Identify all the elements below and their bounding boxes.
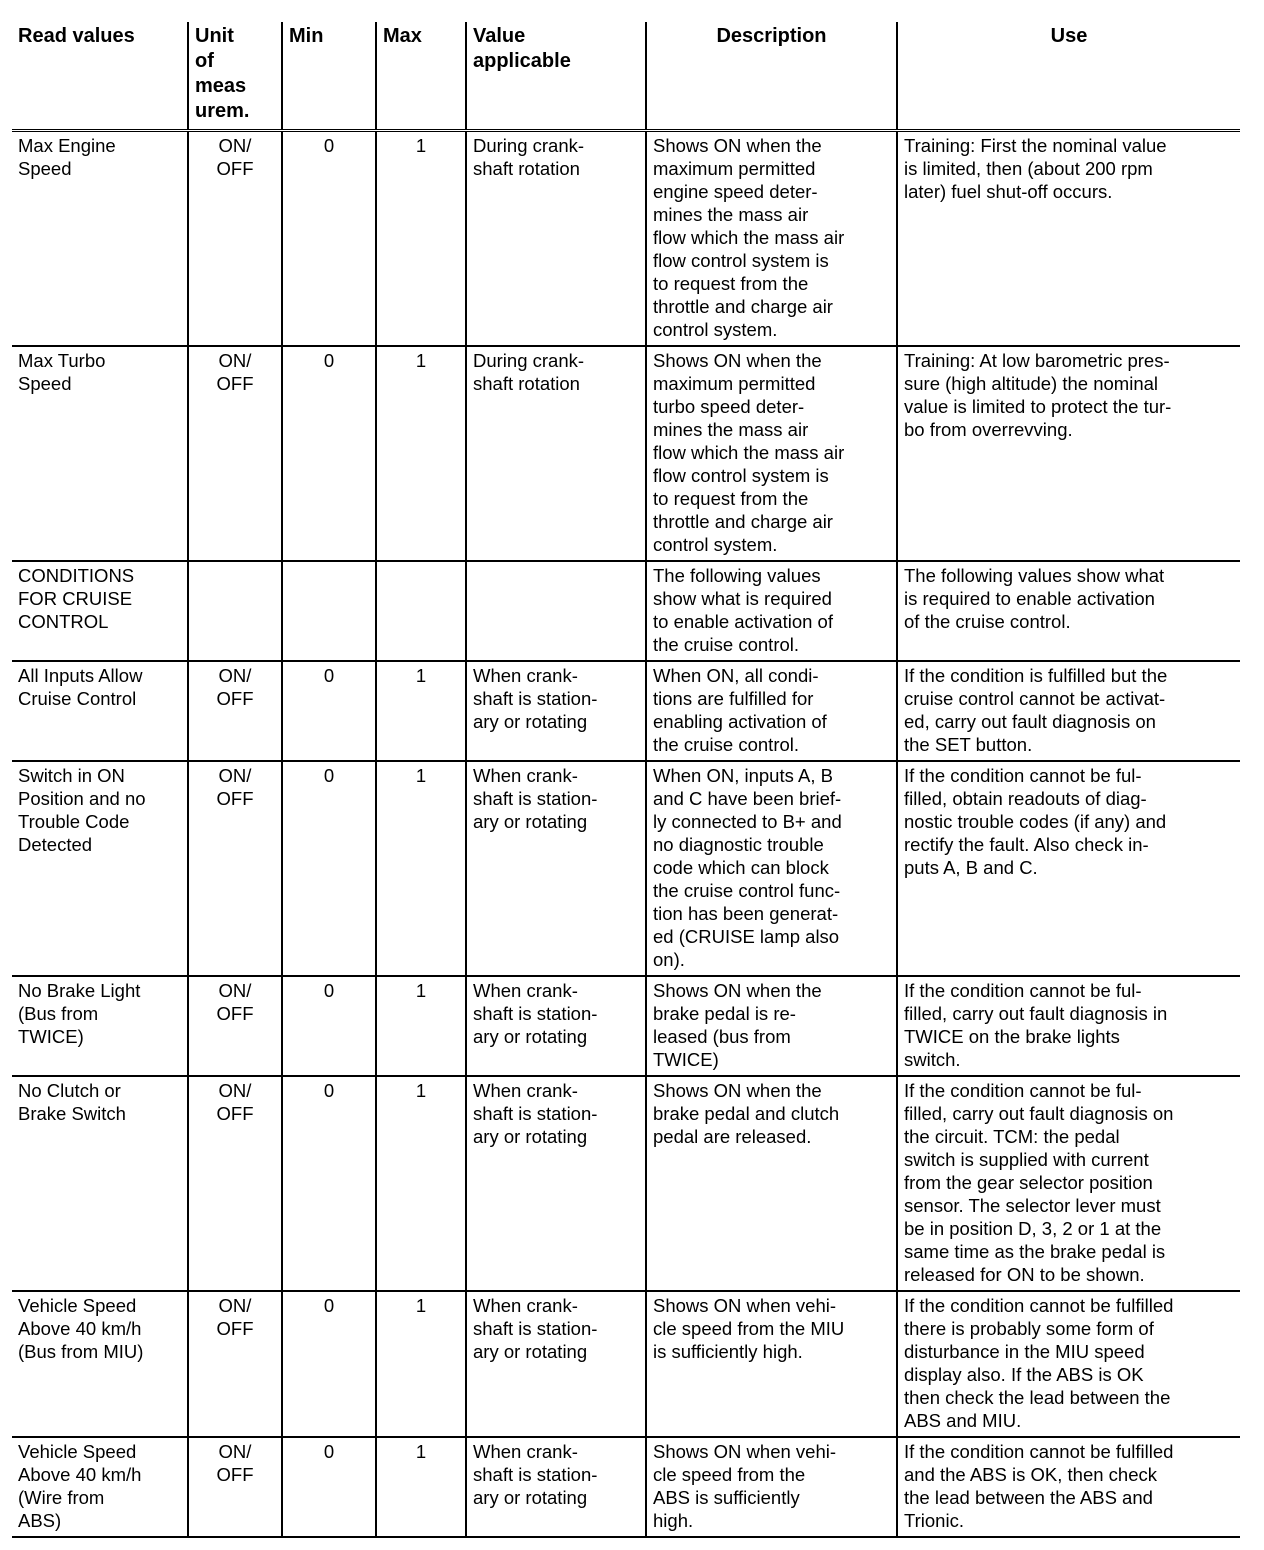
- max-cell: 1: [376, 1437, 466, 1537]
- description-cell: Shows ON when the maximum permitted turbo speed deter- mines the mass air flow which the mass air flow control system is to request from the throttle and charge air control system.: [646, 346, 897, 561]
- read-value-cell: Vehicle Speed Above 40 km/h (Bus from MIU): [18, 1294, 144, 1362]
- use-cell: If the condition cannot be ful- filled, carry out fault diagnosis in TWICE on the brake lights switch.: [897, 976, 1240, 1076]
- table-row: [12, 1291, 1240, 1437]
- unit-cell: ON/ OFF: [188, 1076, 282, 1291]
- unit-cell: [188, 561, 282, 661]
- description-cell: When ON, inputs A, B and C have been brief- ly connected to B+ and no diagnostic trouble code which can block the cruise control func- tion has been generat- ed (CRUISE lamp also on).: [646, 761, 897, 976]
- value-applicable-cell: When crank- shaft is station- ary or rotating: [466, 1076, 646, 1291]
- use-cell: The following values show what is required to enable activation of the cruise control.: [897, 561, 1240, 661]
- header-use: Use: [897, 22, 1240, 130]
- max-cell: 1: [376, 761, 466, 976]
- table-row: [12, 761, 1240, 976]
- use-cell: If the condition is fulfilled but the cruise control cannot be activat- ed, carry out fault diagnosis on the SET button.: [897, 661, 1240, 761]
- value-applicable-cell: When crank- shaft is station- ary or rotating: [466, 761, 646, 976]
- description-cell: When ON, all condi- tions are fulfilled for enabling activation of the cruise control.: [646, 661, 897, 761]
- value-applicable-cell: When crank- shaft is station- ary or rotating: [466, 661, 646, 761]
- unit-cell: ON/ OFF: [188, 1291, 282, 1437]
- table-row: [12, 561, 1240, 661]
- max-cell: [376, 561, 466, 661]
- description-cell: Shows ON when the maximum permitted engine speed deter- mines the mass air flow which the mass air flow control system is to request from the throttle and charge air control system.: [646, 130, 897, 346]
- value-applicable-cell: When crank- shaft is station- ary or rotating: [466, 976, 646, 1076]
- max-cell: 1: [376, 346, 466, 561]
- read-value-cell: No Brake Light (Bus from TWICE): [18, 979, 141, 1047]
- min-cell: 0: [282, 661, 376, 761]
- min-cell: 0: [282, 130, 376, 346]
- header-read-values: Read values: [18, 25, 135, 47]
- read-value-cell: No Clutch or Brake Switch: [18, 1079, 126, 1124]
- max-cell: 1: [376, 1291, 466, 1437]
- table-row: [12, 976, 1240, 1076]
- header-row: [12, 22, 1240, 130]
- read-value-cell: Max Turbo Speed: [18, 349, 106, 394]
- table-row: [12, 346, 1240, 561]
- header-value-applicable: Value applicable: [466, 22, 646, 130]
- max-cell: 1: [376, 976, 466, 1076]
- read-value-cell: Max Engine Speed: [18, 134, 116, 179]
- use-cell: If the condition cannot be fulfilled and the ABS is OK, then check the lead between the ABS and Trionic.: [897, 1437, 1240, 1537]
- min-cell: 0: [282, 1076, 376, 1291]
- description-cell: Shows ON when vehi- cle speed from the MIU is sufficiently high.: [646, 1291, 897, 1437]
- min-cell: [282, 561, 376, 661]
- description-cell: Shows ON when the brake pedal is re- leased (bus from TWICE): [646, 976, 897, 1076]
- value-applicable-cell: [466, 561, 646, 661]
- header-description: Description: [646, 22, 897, 130]
- unit-cell: ON/ OFF: [188, 1437, 282, 1537]
- table-row: [12, 1437, 1240, 1537]
- read-values-table: [12, 22, 1240, 1538]
- header-min: Min: [282, 22, 376, 130]
- unit-cell: ON/ OFF: [188, 976, 282, 1076]
- unit-cell: ON/ OFF: [188, 130, 282, 346]
- min-cell: 0: [282, 1291, 376, 1437]
- description-cell: Shows ON when the brake pedal and clutch pedal are released.: [646, 1076, 897, 1291]
- value-applicable-cell: During crank- shaft rotation: [466, 346, 646, 561]
- use-cell: Training: First the nominal value is limited, then (about 200 rpm later) fuel shut-off occurs.: [897, 130, 1240, 346]
- table-row: [12, 1076, 1240, 1291]
- read-value-cell: Vehicle Speed Above 40 km/h (Wire from ABS): [18, 1440, 142, 1531]
- value-applicable-cell: When crank- shaft is station- ary or rotating: [466, 1437, 646, 1537]
- use-cell: If the condition cannot be ful- filled, carry out fault diagnosis on the circuit. TCM: the pedal switch is supplied with current from the gear selector position sensor. The selector lever must be in position D, 3, 2 or 1 at the same time as the brake pedal is released for ON to be shown.: [897, 1076, 1240, 1291]
- min-cell: 0: [282, 976, 376, 1076]
- read-value-cell: Switch in ON Position and no Trouble Code Detected: [18, 764, 146, 855]
- use-cell: Training: At low barometric pres- sure (high altitude) the nominal value is limited to protect the tur- bo from overrevving.: [897, 346, 1240, 561]
- use-cell: If the condition cannot be fulfilled there is probably some form of disturbance in the MIU speed display also. If the ABS is OK then check the lead between the ABS and MIU.: [897, 1291, 1240, 1437]
- min-cell: 0: [282, 1437, 376, 1537]
- table-row: [12, 661, 1240, 761]
- max-cell: 1: [376, 130, 466, 346]
- description-cell: Shows ON when vehi- cle speed from the ABS is sufficiently high.: [646, 1437, 897, 1537]
- min-cell: 0: [282, 761, 376, 976]
- max-cell: 1: [376, 661, 466, 761]
- use-cell: If the condition cannot be ful- filled, obtain readouts of diag- nostic trouble codes (if any) and rectify the fault. Also check in- puts A, B and C.: [897, 761, 1240, 976]
- value-applicable-cell: During crank- shaft rotation: [466, 130, 646, 346]
- unit-cell: ON/ OFF: [188, 661, 282, 761]
- min-cell: 0: [282, 346, 376, 561]
- header-unit: Unit of meas urem.: [188, 22, 282, 130]
- table-row: [12, 130, 1240, 346]
- description-cell: The following values show what is required to enable activation of the cruise control.: [646, 561, 897, 661]
- header-max: Max: [376, 22, 466, 130]
- value-applicable-cell: When crank- shaft is station- ary or rotating: [466, 1291, 646, 1437]
- unit-cell: ON/ OFF: [188, 346, 282, 561]
- max-cell: 1: [376, 1076, 466, 1291]
- read-value-cell: CONDITIONS FOR CRUISE CONTROL: [18, 564, 135, 632]
- read-value-cell: All Inputs Allow Cruise Control: [18, 664, 143, 709]
- unit-cell: ON/ OFF: [188, 761, 282, 976]
